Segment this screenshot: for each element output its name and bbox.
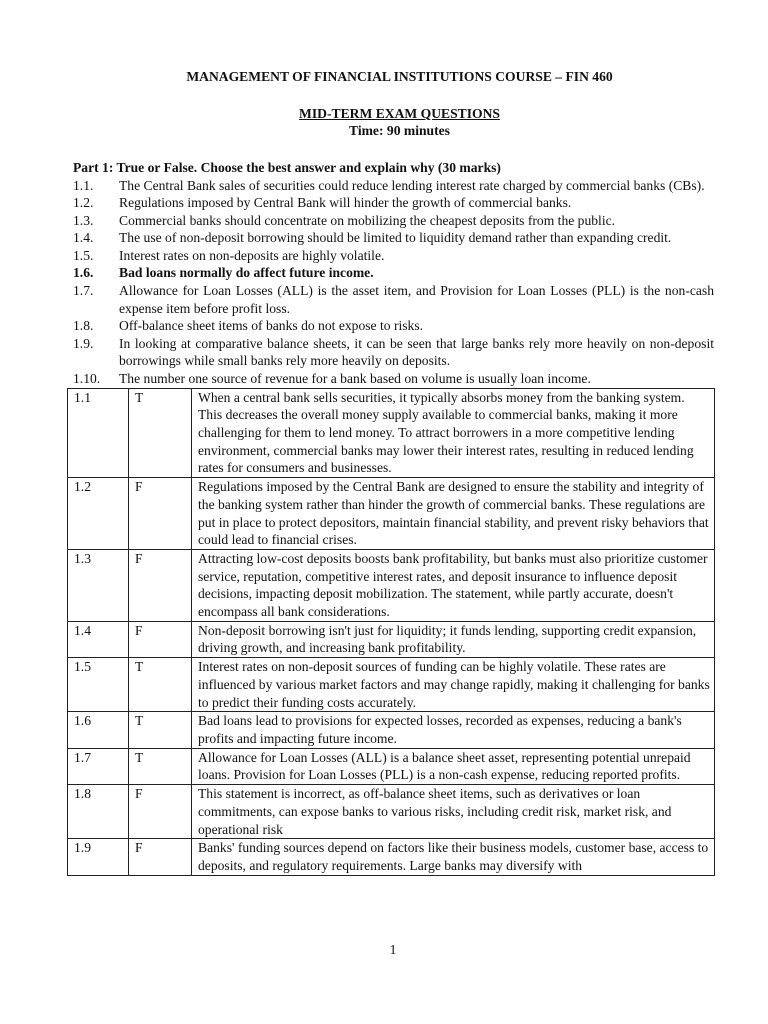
answer-true-false: T (129, 748, 192, 784)
answer-explanation: This statement is incorrect, as off-balance sheet items, such as derivatives or loan commitments, can expose banks to various risks, including credit risk, market risk, and operational risk (192, 785, 715, 839)
question-item (73, 194, 714, 212)
question-item (73, 247, 714, 265)
question-number: 1.9. (73, 335, 94, 351)
answer-number: 1.1 (68, 388, 129, 478)
question-text: The number one source of revenue for a bank based on volume is usually loan income. (119, 371, 591, 387)
question-item (73, 370, 714, 388)
table-row (68, 839, 715, 875)
answer-number: 1.6 (68, 712, 129, 748)
question-item (73, 264, 714, 282)
question-number: 1.1. (73, 177, 94, 193)
table-row (68, 549, 715, 621)
answer-explanation: Bad loans lead to provisions for expected losses, recorded as expenses, reducing a bank's profits and impacting future income. (192, 712, 715, 748)
exam-title: MID-TERM EXAM QUESTIONS (299, 106, 500, 121)
answer-number: 1.7 (68, 748, 129, 784)
question-item (73, 282, 714, 317)
answer-explanation: Banks' funding sources depend on factors like their business models, customer base, access to deposits, and regulatory requirements. Large banks may diversify with (192, 839, 715, 875)
question-text: The Central Bank sales of securities could reduce lending interest rate charged by commercial banks (CBs). (119, 177, 705, 193)
question-number: 1.3. (73, 212, 94, 228)
question-item (73, 177, 714, 195)
question-number: 1.4. (73, 230, 94, 246)
question-text: Bad loans normally do affect future income. (119, 265, 374, 281)
question-item (73, 229, 714, 247)
exam-time: Time: 90 minutes (349, 123, 450, 138)
answer-true-false: F (129, 785, 192, 839)
table-row (68, 785, 715, 839)
answer-explanation: Interest rates on non-deposit sources of funding can be highly volatile. These rates are influenced by various market factors and may change rapidly, making it challenging for banks to predict their funding costs accurately. (192, 658, 715, 712)
question-number: 1.5. (73, 247, 94, 263)
question-number: 1.6. (73, 265, 94, 281)
question-item (73, 335, 714, 370)
answer-explanation: Attracting low-cost deposits boosts bank profitability, but banks must also prioritize customer service, reputation, competitive interest rates, and deposit insurance to influence deposit decisions, impacting deposit mobilization. The statement, while partly accurate, doesn't encompass all bank considerations. (192, 549, 715, 621)
answer-true-false: F (129, 549, 192, 621)
question-text: Regulations imposed by Central Bank will hinder the growth of commercial banks. (119, 195, 572, 211)
question-number: 1.8. (73, 318, 94, 334)
answer-number: 1.5 (68, 658, 129, 712)
table-row (68, 748, 715, 784)
answer-true-false: T (129, 388, 192, 478)
answer-number: 1.2 (68, 478, 129, 550)
question-item (73, 212, 714, 230)
question-text: In looking at comparative balance sheets, it can be seen that large banks rely more heavily on non-deposit borrowings while small banks rely more heavily on deposits. (119, 335, 714, 369)
answer-number: 1.4 (68, 621, 129, 657)
answer-explanation: Allowance for Loan Losses (ALL) is a balance sheet asset, representing potential unrepaid loans. Provision for Loan Losses (PLL) is a non-cash expense, reducing reported profits. (192, 748, 715, 784)
table-row (68, 388, 715, 478)
answer-number: 1.9 (68, 839, 129, 875)
question-text: Commercial banks should concentrate on mobilizing the cheapest deposits from the public. (119, 212, 616, 228)
table-row (68, 712, 715, 748)
answer-explanation: Regulations imposed by the Central Bank are designed to ensure the stability and integrity of the banking system rather than hinder the growth of commercial banks. These regulations are put in place to protect depositors, maintain financial stability, and prevent risky behaviors that could lead to financial crises. (192, 478, 715, 550)
answer-true-false: T (129, 712, 192, 748)
question-text: Interest rates on non-deposits are highly volatile. (119, 247, 385, 263)
answer-explanation: Non-deposit borrowing isn't just for liquidity; it funds lending, supporting credit expansion, driving growth, and increasing bank profitability. (192, 621, 715, 657)
question-text: The use of non-deposit borrowing should be limited to liquidity demand rather than expanding credit. (119, 230, 672, 246)
course-title: MANAGEMENT OF FINANCIAL INSTITUTIONS COURSE – FIN 460 (186, 69, 613, 84)
question-text: Off-balance sheet items of banks do not expose to risks. (119, 318, 424, 334)
question-number: 1.10. (73, 371, 101, 387)
part-1-heading: Part 1: True or False. Choose the best answer and explain why (30 marks) (73, 160, 501, 175)
question-number: 1.2. (73, 195, 94, 211)
table-row (68, 658, 715, 712)
table-row (68, 478, 715, 550)
answer-explanation: When a central bank sells securities, it typically absorbs money from the banking system. This decreases the overall money supply available to commercial banks, making it more challenging for them to lend money. To attract borrowers in a more competitive lending environment, commercial banks may lower their interest rates, resulting in reduced lending rates for consumers and businesses. (192, 388, 715, 478)
question-number: 1.7. (73, 283, 94, 299)
answer-number: 1.3 (68, 549, 129, 621)
table-row (68, 621, 715, 657)
page-number: 1 (389, 942, 397, 957)
answer-number: 1.8 (68, 785, 129, 839)
answer-true-false: F (129, 621, 192, 657)
question-text: Allowance for Loan Losses (ALL) is the asset item, and Provision for Loan Losses (PLL) is the non-cash expense item before profit loss. (119, 283, 714, 316)
question-item (73, 317, 714, 335)
answer-true-false: T (129, 658, 192, 712)
question-list (73, 177, 714, 388)
answer-true-false: F (129, 478, 192, 550)
answer-true-false: F (129, 839, 192, 875)
answer-table (67, 388, 715, 876)
